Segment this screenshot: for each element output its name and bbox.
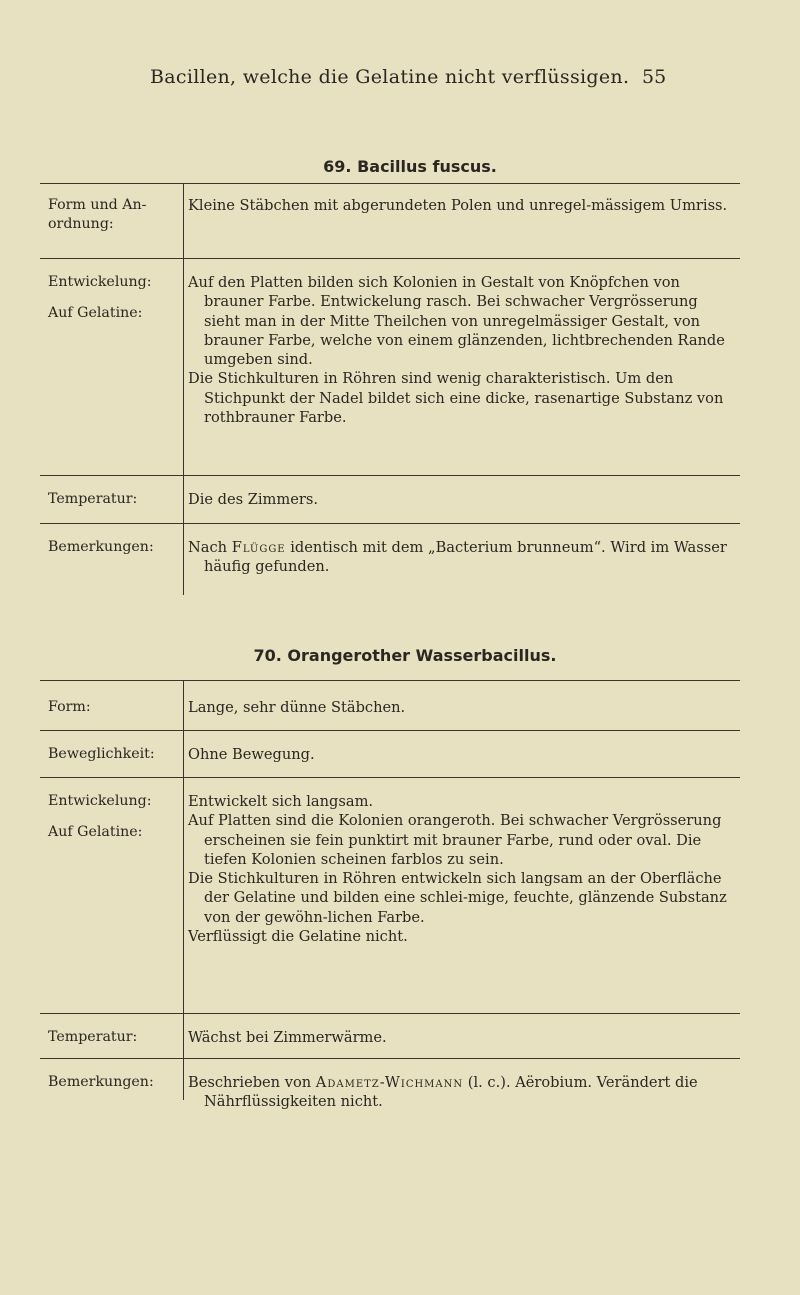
- text-paragraph: Auf den Platten bilden sich Kolonien in Gestalt von Knöpfchen von brauner Farbe. Entwickelung rasch. Bei schwacher Vergrösserung sieht man in der Mitte Theilchen von unregelmässiger Gestalt, von brauner Farbe, welche von einem glänzenden, lichtbrechenden Rande umgeben sind.: [188, 274, 725, 369]
- row-text: [188, 1028, 728, 1047]
- row-label: Temperatur:: [48, 1029, 138, 1045]
- row-text: [188, 490, 728, 509]
- text-suffix: identisch mit dem „Bacterium brunneum“. Wird im Wasser häufig gefunden.: [204, 539, 727, 576]
- row-text: [188, 792, 728, 946]
- row-label: Beweglichkeit:: [48, 746, 155, 762]
- text-paragraph: Auf Platten sind die Kolonien orangeroth. Bei schwacher Vergrösserung erscheinen sie fein punktirt mit brauner Farbe, rund oder oval. Die tiefen Kolonien scheinen farblos zu sein.: [188, 812, 722, 868]
- text-prefix: Nach: [188, 539, 232, 556]
- table-row: [40, 183, 740, 259]
- row-sublabel: Auf Gelatine:: [48, 824, 143, 840]
- text-paragraph: Ohne Bewegung.: [188, 746, 315, 763]
- table-row: [40, 1013, 740, 1059]
- section-title-70: 70. Orangerother Wasserbacillus.: [253, 646, 557, 665]
- row-text: [188, 1073, 728, 1112]
- row-text: [188, 196, 728, 215]
- text-paragraph: Entwickelt sich langsam.: [188, 793, 374, 810]
- row-text: [188, 538, 728, 577]
- author-name: Adametz-Wichmann: [315, 1074, 464, 1091]
- text-paragraph: Die Stichkulturen in Röhren entwickeln sich langsam an der Oberfläche der Gelatine und bilden eine schlei-mige, feuchte, glänzende Substanz von der gewöhn-lichen Farbe.: [188, 870, 727, 926]
- text-paragraph: Lange, sehr dünne Stäbchen.: [188, 699, 406, 716]
- row-text: [188, 273, 728, 427]
- text-paragraph: Kleine Stäbchen mit abgerundeten Polen und unregel-mässigem Umriss.: [188, 197, 728, 214]
- table-row: [40, 1058, 740, 1111]
- row-label: Bemerkungen:: [48, 539, 154, 555]
- text-paragraph: Die Stichkulturen in Röhren sind wenig charakteristisch. Um den Stichpunkt der Nadel bildet sich eine dicke, rasenartige Substanz von rothbrauner Farbe.: [188, 370, 724, 427]
- text-paragraph: Wächst bei Zimmerwärme.: [188, 1029, 387, 1046]
- row-label: [48, 273, 183, 323]
- table-row: [40, 730, 740, 778]
- text-paragraph: [188, 538, 728, 577]
- row-label: Form und An- ordnung:: [48, 197, 147, 232]
- row-label: Form:: [48, 699, 91, 715]
- row-text: [188, 745, 728, 764]
- row-label-main: Entwickelung:: [48, 274, 152, 290]
- text-prefix: Beschrieben von: [188, 1074, 316, 1091]
- table-row: [40, 258, 740, 476]
- text-paragraph: Die des Zimmers.: [188, 491, 318, 508]
- row-label: [48, 792, 183, 842]
- page-number: 55: [642, 66, 667, 88]
- row-sublabel: Auf Gelatine:: [48, 305, 143, 321]
- running-head: Bacillen, welche die Gelatine nicht verflüssigen.: [150, 66, 630, 88]
- table-row: [40, 680, 740, 731]
- section-title-69: 69. Bacillus fuscus.: [323, 157, 497, 176]
- text-paragraph: Verflüssigt die Gelatine nicht.: [188, 928, 408, 946]
- text-suffix: (l. c.). Aërobium. Verändert die Nährflüssigkeiten nicht.: [204, 1074, 698, 1111]
- row-label: Bemerkungen:: [48, 1074, 154, 1090]
- row-text: [188, 698, 728, 717]
- author-name: Flügge: [231, 539, 286, 556]
- row-label-main: Entwickelung:: [48, 793, 152, 809]
- table-row: [40, 777, 740, 1014]
- row-label: Temperatur:: [48, 491, 138, 507]
- text-paragraph: [188, 1073, 728, 1112]
- table-row: [40, 475, 740, 524]
- table-row: [40, 523, 740, 596]
